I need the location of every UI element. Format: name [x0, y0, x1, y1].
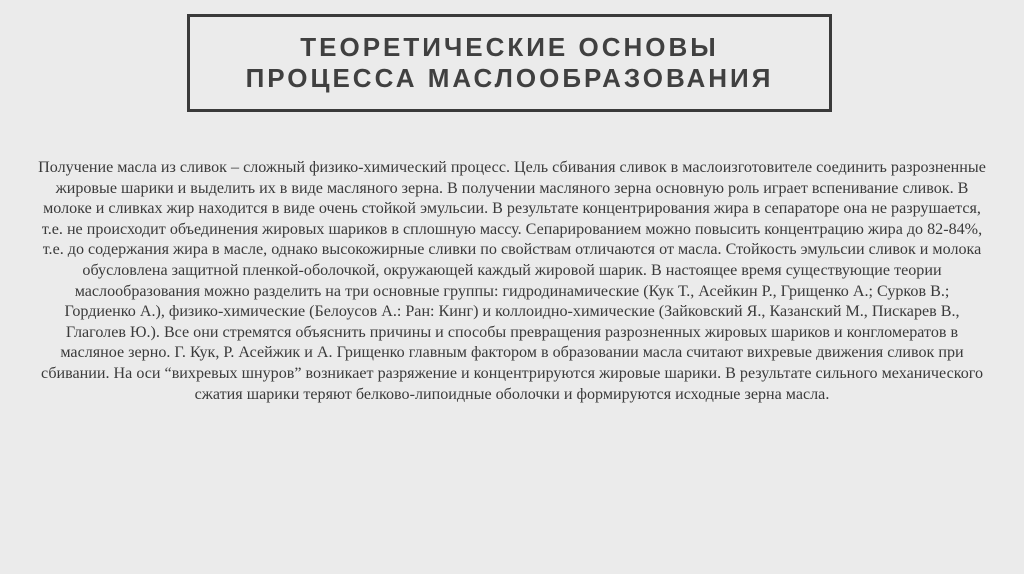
slide-title [246, 32, 774, 94]
slide-body-text: Получение масла из сливок – сложный физико-химический процесс. Цель сбивания сливок в маслоизготовителе соединить разрозненные жировые шарики и выделить их в виде масляного зерна. В получении масляного зерна основную роль играет вспенивание сливок. В молоке и сливках жир находится в виде очень стойкой эмульсии. В результате концентрирования жира в сепараторе она не разрушается, т.е. не происходит объединения жировых шариков в сплошную массу. Сепарированием можно повысить концентрацию жира до 82-84%, т.е. до содержания жира в масле, однако высокожирные сливки по свойствам отличаются от масла. Стойкость эмульсии сливок и молока обусловлена защитной пленкой-оболочкой, окружающей каждый жировой шарик. В настоящее время существующие теории маслообразования можно разделить на три основные группы: гидродинамические (Кук Т., Асейкин Р., Грищенко А.; Сурков В.; Гордиенко А.), физико-химические (Белоусов А.: Ран: Кинг) и коллоидно-химические (Зайковский Я., Казанский М., Пискарев В., Глаголев Ю.). Все они стремятся объяснить причины и способы превращения разрозненных жировых шариков и конгломератов в масляное зерно. Г. Кук, Р. Асейжик и А. Грищенко главным фактором в образовании масла считают вихревые движения сливок при сбивании. На оси “вихревых шнуров” возникает разряжение и концентрируются жировые шарики. В результате сильного механического сжатия шарики теряют белково-липоидные оболочки и формируются исходные зерна масла. [38, 159, 986, 403]
slide-title-line1: ТЕОРЕТИЧЕСКИЕ ОСНОВЫ [300, 32, 719, 62]
title-box [187, 14, 832, 112]
slide-title-line2: ПРОЦЕССА МАСЛООБРАЗОВАНИЯ [245, 63, 774, 93]
